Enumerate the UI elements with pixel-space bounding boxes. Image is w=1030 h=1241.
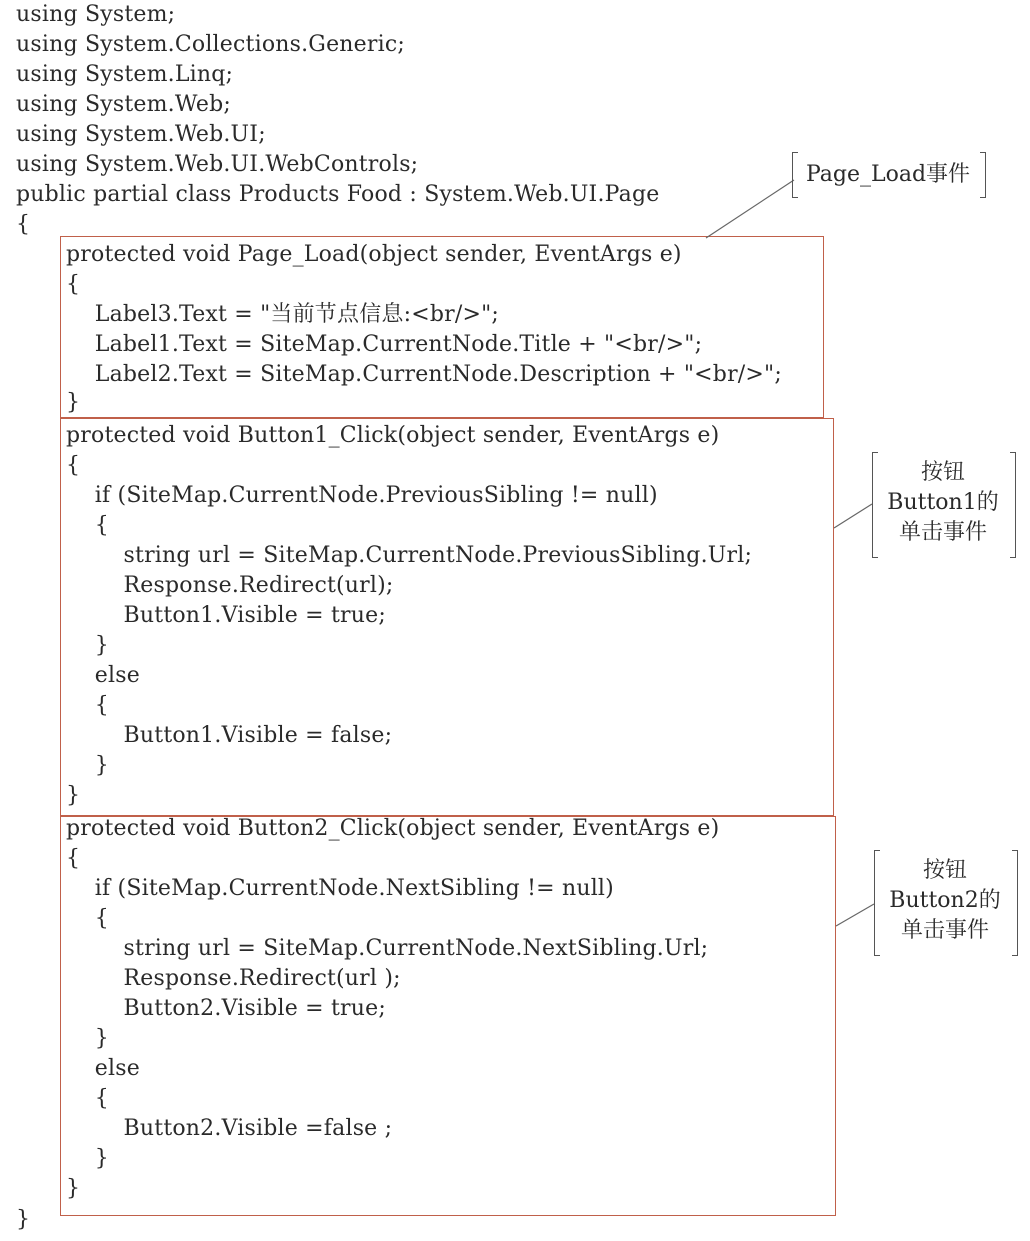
code-line: { (66, 846, 81, 871)
code-line: else (66, 1056, 140, 1081)
class-close-brace: } (16, 1207, 31, 1232)
code-line: Button2.Visible =false ; (66, 1116, 393, 1141)
code-line: Label3.Text = "当前节点信息:<br/>"; (66, 302, 500, 327)
using-line: using System.Web; (16, 92, 231, 117)
code-line: { (66, 693, 109, 718)
button1-callout-line: Button1的 (887, 490, 999, 515)
code-line: } (66, 390, 81, 415)
code-line: protected void Page_Load(object sender, EventArgs e) (66, 242, 682, 267)
using-line: using System.Web.UI; (16, 122, 266, 147)
code-line: Response.Redirect(url ); (66, 966, 401, 991)
code-line: } (66, 783, 81, 808)
code-line: } (66, 1146, 109, 1171)
using-line: using System.Collections.Generic; (16, 32, 405, 57)
code-line: } (66, 1026, 109, 1051)
code-line: } (66, 633, 109, 658)
callout-bracket-right (1010, 452, 1016, 558)
button1-callout-line: 按钮 (920, 460, 965, 485)
code-line: string url = SiteMap.CurrentNode.PreviousSibling.Url; (66, 543, 753, 568)
code-line: Label1.Text = SiteMap.CurrentNode.Title + "<br/>"; (66, 332, 703, 357)
code-line: Button1.Visible = true; (66, 603, 386, 628)
using-line: using System; (16, 2, 176, 27)
callout-bracket-right (1012, 850, 1018, 956)
code-line: Label2.Text = SiteMap.CurrentNode.Description + "<br/>"; (66, 362, 782, 387)
button2-leader (836, 904, 874, 926)
code-line: string url = SiteMap.CurrentNode.NextSibling.Url; (66, 936, 709, 961)
page-load-leader (706, 180, 794, 238)
code-line: { (66, 513, 109, 538)
class-declaration: public partial class Products Food : System.Web.UI.Page (16, 182, 660, 207)
code-line: if (SiteMap.CurrentNode.PreviousSibling != null) (66, 483, 658, 508)
code-line: } (66, 1176, 81, 1201)
page-load-callout: Page_Load事件 (805, 162, 971, 187)
using-line: using System.Web.UI.WebControls; (16, 152, 419, 177)
code-line: protected void Button2_Click(object sender, EventArgs e) (66, 816, 720, 841)
button2-callout-line: 按钮 (922, 858, 967, 883)
button2-callout-line: Button2的 (889, 888, 1001, 913)
class-open-brace: { (16, 212, 31, 237)
code-line: { (66, 453, 81, 478)
code-line: Button1.Visible = false; (66, 723, 393, 748)
callout-bracket-right (980, 152, 986, 198)
code-line: Button2.Visible = true; (66, 996, 386, 1021)
button2-callout-line: 单击事件 (900, 918, 989, 943)
code-line: { (66, 272, 81, 297)
code-line: else (66, 663, 140, 688)
code-line: { (66, 1086, 109, 1111)
code-line: { (66, 906, 109, 931)
button1-callout-line: 单击事件 (898, 520, 987, 545)
code-line: protected void Button1_Click(object sender, EventArgs e) (66, 423, 720, 448)
button1-leader (834, 504, 872, 528)
code-line: } (66, 753, 109, 778)
code-line: Response.Redirect(url); (66, 573, 394, 598)
using-line: using System.Linq; (16, 62, 234, 87)
code-line: if (SiteMap.CurrentNode.NextSibling != null) (66, 876, 614, 901)
